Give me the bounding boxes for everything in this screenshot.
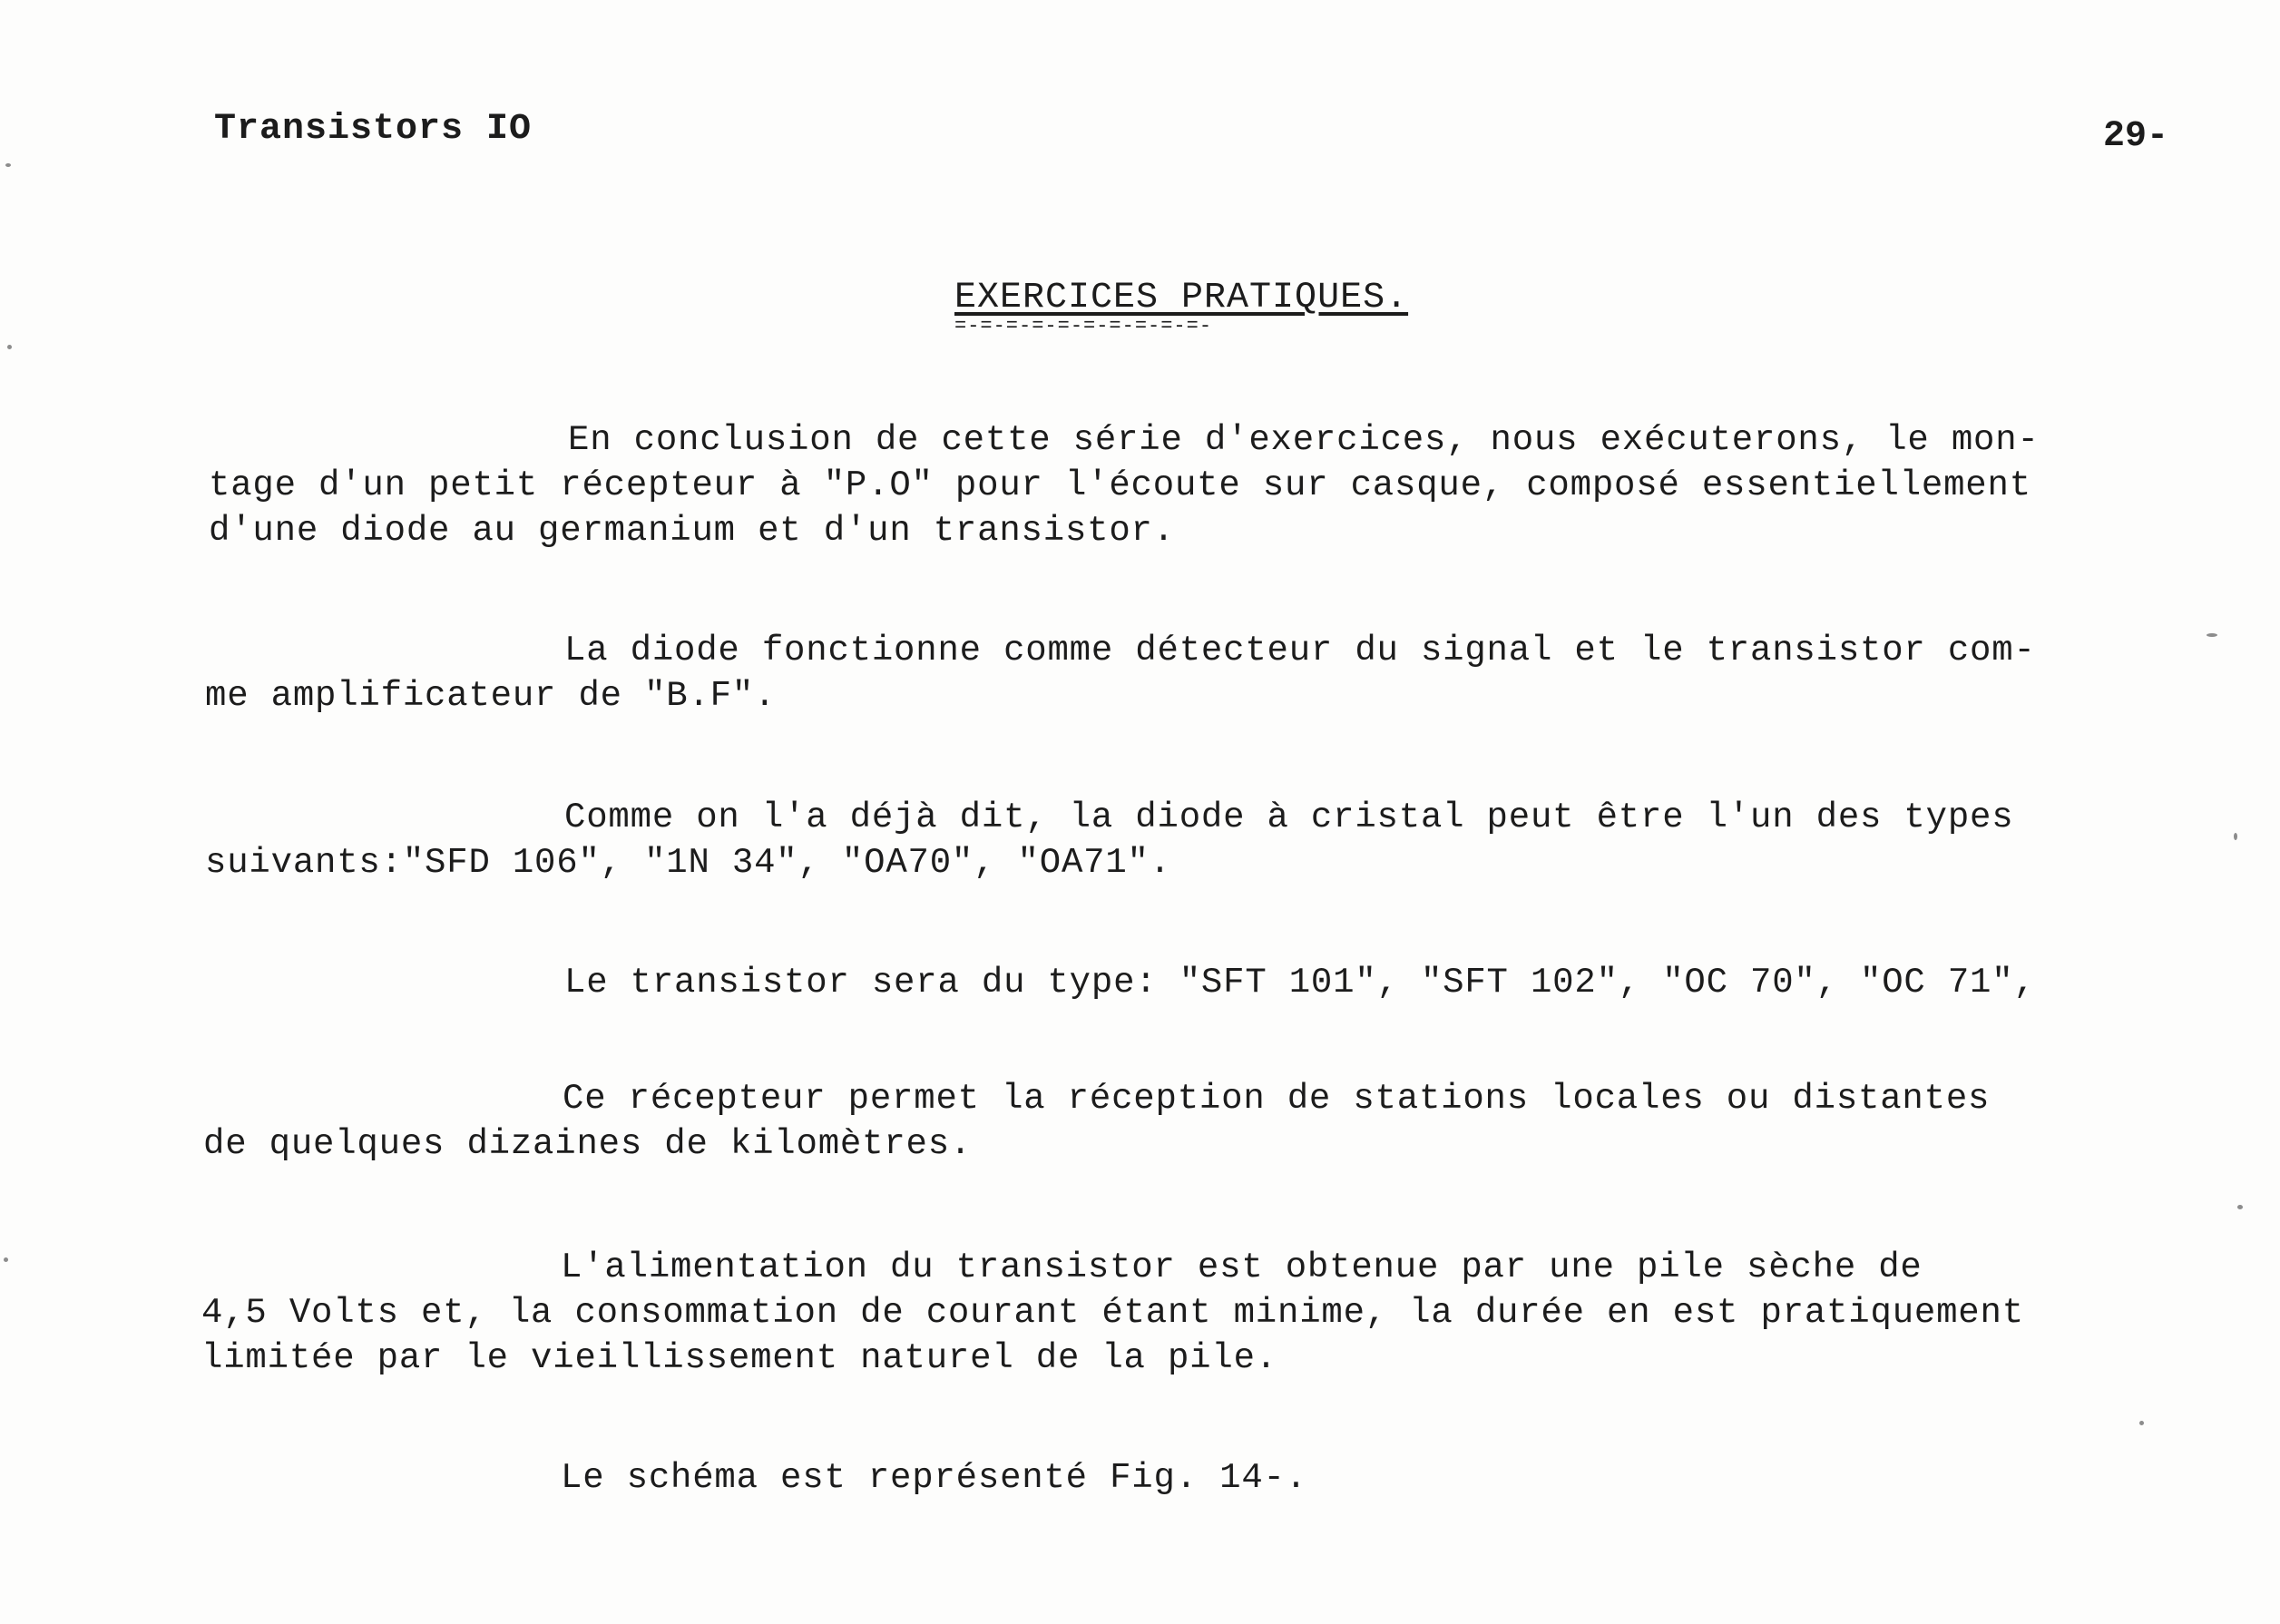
section-title-decoration: =-=-=-=-=-=-=-=-=-=- xyxy=(954,315,1213,338)
paragraph-line: En conclusion de cette série d'exercices, nous exécuterons, le mon- xyxy=(568,420,2040,460)
section-title-text: EXERCICES PRATIQUES. xyxy=(954,278,1409,318)
paragraph-1 xyxy=(209,417,2040,553)
paragraph-7 xyxy=(201,1455,1307,1501)
scan-speck xyxy=(2234,833,2237,840)
scan-speck xyxy=(2139,1421,2144,1425)
paragraph-line: 4,5 Volts et, la consommation de courant étant minime, la durée en est pratiquement xyxy=(201,1293,2024,1333)
scan-speck xyxy=(7,345,12,349)
paragraph-line: La diode fonctionne comme détecteur du signal et le transistor com- xyxy=(564,631,2036,670)
paragraph-line: limitée par le vieillissement naturel de la pile. xyxy=(201,1338,1277,1378)
paragraph-3 xyxy=(205,795,2013,885)
paragraph-2 xyxy=(205,628,2036,719)
paragraph-line: Ce récepteur permet la réception de stations locales ou distantes xyxy=(563,1079,1991,1119)
scan-speck xyxy=(2237,1205,2243,1209)
paragraph-line: Comme on l'a déjà dit, la diode à cristal peut être l'un des types xyxy=(564,797,2014,837)
paragraph-line: me amplificateur de "B.F". xyxy=(205,676,777,716)
paragraph-5 xyxy=(203,1076,1990,1167)
page-number: 29- xyxy=(2103,116,2169,157)
paragraph-line: d'une diode au germanium et d'un transistor. xyxy=(209,511,1175,551)
paragraph-line: Le transistor sera du type: "SFT 101", "SFT 102", "OC 70", "OC 71", xyxy=(564,963,2036,1003)
scan-speck xyxy=(5,163,11,167)
scan-speck xyxy=(4,1257,8,1262)
scan-speck xyxy=(2207,633,2217,637)
paragraph-line: suivants:"SFD 106", "1N 34", "OA70", "OA71". xyxy=(205,843,1171,883)
running-header: Transistors IO xyxy=(214,109,533,150)
paragraph-line: Le schéma est représenté Fig. 14-. xyxy=(561,1458,1307,1498)
paragraph-6 xyxy=(201,1245,2024,1381)
section-title xyxy=(954,278,1408,337)
paragraph-4 xyxy=(205,960,2036,1005)
paragraph-line: de quelques dizaines de kilomètres. xyxy=(203,1124,973,1164)
paragraph-line: L'alimentation du transistor est obtenue par une pile sèche de xyxy=(561,1247,1923,1287)
paragraph-line: tage d'un petit récepteur à "P.O" pour l'écoute sur casque, composé essentiellement xyxy=(209,465,2031,505)
